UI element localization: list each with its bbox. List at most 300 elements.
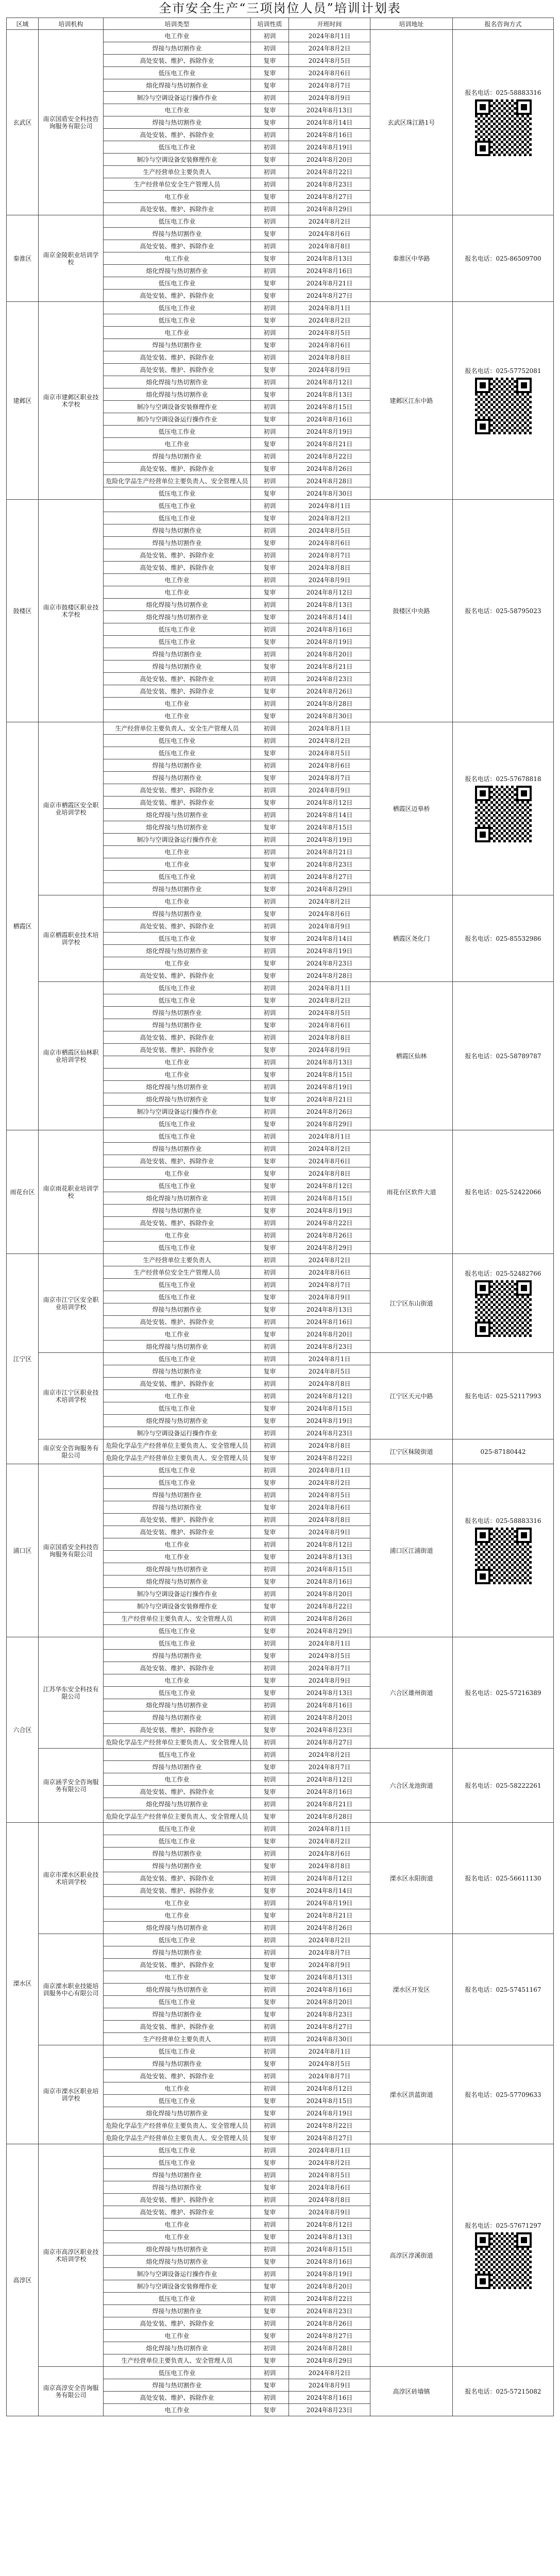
training-type-cell: 电工作业 [104, 1897, 251, 1909]
start-date-cell: 2024年8月1日 [289, 2144, 370, 2157]
training-type-cell: 低压电工作业 [104, 1934, 251, 1946]
start-date-cell: 2024年8月8日 [289, 1860, 370, 1872]
address-cell: 溧水区开发区 [370, 1934, 453, 2045]
training-nature-cell: 复审 [251, 685, 289, 698]
start-date-cell: 2024年8月8日 [289, 2194, 370, 2206]
training-type-cell: 焊接与热切割作业 [104, 2008, 251, 2021]
training-nature-cell: 初训 [251, 2194, 289, 2206]
start-date-cell: 2024年8月9日 [289, 1526, 370, 1538]
training-type-cell: 低压电工作业 [104, 215, 251, 228]
training-nature-cell: 初训 [251, 1489, 289, 1501]
start-date-cell: 2024年8月14日 [289, 116, 370, 129]
training-nature-cell: 初训 [251, 1563, 289, 1575]
start-date-cell: 2024年8月9日 [289, 920, 370, 933]
header-start-date: 开班时间 [289, 18, 370, 30]
training-nature-cell: 初训 [251, 401, 289, 413]
start-date-cell: 2024年8月5日 [289, 1650, 370, 1662]
start-date-cell: 2024年8月16日 [289, 265, 370, 277]
start-date-cell: 2024年8月29日 [289, 1118, 370, 1130]
training-nature-cell: 初训 [251, 500, 289, 512]
training-type-cell: 生产经营单位主要负责人、安全生产管理人员 [104, 722, 251, 735]
training-nature-cell: 初训 [251, 1711, 289, 1724]
training-nature-cell: 复审 [251, 2330, 289, 2342]
header-training-nature: 培训性质 [251, 18, 289, 30]
start-date-cell: 2024年8月23日 [289, 2008, 370, 2021]
start-date-cell: 2024年8月27日 [289, 2132, 370, 2144]
training-type-cell: 生产经营单位主要负责人 [104, 1254, 251, 1266]
start-date-cell: 2024年8月27日 [289, 2021, 370, 2033]
start-date-cell: 2024年8月15日 [289, 2243, 370, 2256]
contact-text: 报名电话：025-52422066 [465, 1188, 541, 1196]
start-date-cell: 2024年8月6日 [289, 2181, 370, 2194]
training-type-cell: 高处安装、维护、拆除作业 [104, 784, 251, 796]
table-row [7, 1749, 554, 1761]
district-cell: 浦口区 [7, 1464, 39, 1637]
training-nature-cell: 初训 [251, 1588, 289, 1600]
contact-text: 报名电话：025-52482766 [465, 1269, 541, 1277]
training-nature-cell: 初训 [251, 2268, 289, 2280]
institution-cell: 南京市江宁区安全职业培训学校 [39, 1254, 104, 1353]
start-date-cell: 2024年8月6日 [289, 1155, 370, 1167]
start-date-cell: 2024年8月9日 [289, 1291, 370, 1303]
start-date-cell: 2024年8月7日 [289, 772, 370, 784]
training-type-cell: 制冷与空调设备运行操作作业 [104, 2268, 251, 2280]
start-date-cell: 2024年8月13日 [289, 1687, 370, 1699]
training-type-cell: 熔化焊接与热切割作业 [104, 1192, 251, 1205]
contact-cell [453, 2367, 554, 2416]
qr-code-image [475, 1528, 532, 1584]
institution-cell: 南京国盾安全科技咨询服务有限公司 [39, 30, 104, 215]
start-date-cell: 2024年8月15日 [289, 1192, 370, 1205]
start-date-cell: 2024年8月1日 [289, 982, 370, 994]
start-date-cell: 2024年8月14日 [289, 1885, 370, 1897]
training-nature-cell: 复审 [251, 487, 289, 500]
training-type-cell: 电工作业 [104, 2218, 251, 2231]
training-type-cell: 焊接与热切割作业 [104, 1365, 251, 1378]
training-type-cell: 电工作业 [104, 438, 251, 450]
institution-cell: 南京涵孚安全咨询服务有限公司 [39, 1749, 104, 1823]
training-type-cell: 焊接与热切割作业 [104, 759, 251, 772]
address-cell: 江宁区秣陵街道 [370, 1439, 453, 1464]
start-date-cell: 2024年8月2日 [289, 1835, 370, 1848]
start-date-cell: 2024年8月26日 [289, 1922, 370, 1934]
training-type-cell: 低压电工作业 [104, 302, 251, 314]
start-date-cell: 2024年8月28日 [289, 698, 370, 710]
training-nature-cell: 初训 [251, 920, 289, 933]
training-nature-cell: 复审 [251, 413, 289, 426]
start-date-cell: 2024年8月19日 [289, 141, 370, 154]
start-date-cell: 2024年8月13日 [289, 1056, 370, 1069]
training-type-cell: 电工作业 [104, 698, 251, 710]
table-row [7, 2144, 554, 2157]
start-date-cell: 2024年8月16日 [289, 1786, 370, 1798]
start-date-cell: 2024年8月9日 [289, 364, 370, 376]
training-nature-cell: 初训 [251, 1934, 289, 1946]
start-date-cell: 2024年8月12日 [289, 796, 370, 809]
address-cell: 栖霞区尧化门 [370, 895, 453, 982]
training-nature-cell: 初训 [251, 673, 289, 685]
training-nature-cell: 复审 [251, 2354, 289, 2367]
training-type-cell: 焊接与热切割作业 [104, 2169, 251, 2181]
training-nature-cell: 初训 [251, 1106, 289, 1118]
training-nature-cell: 复审 [251, 2206, 289, 2218]
training-type-cell: 低压电工作业 [104, 1687, 251, 1699]
qr-code-image [475, 378, 532, 434]
training-nature-cell: 初训 [251, 895, 289, 908]
training-nature-cell: 复审 [251, 1575, 289, 1588]
start-date-cell: 2024年8月8日 [289, 1167, 370, 1180]
training-nature-cell: 复审 [251, 537, 289, 549]
training-type-cell: 低压电工作业 [104, 1835, 251, 1848]
start-date-cell: 2024年8月8日 [289, 1031, 370, 1044]
training-type-cell: 低压电工作业 [104, 512, 251, 524]
training-nature-cell: 初训 [251, 846, 289, 858]
training-nature-cell: 复审 [251, 858, 289, 871]
start-date-cell: 2024年8月2日 [289, 42, 370, 55]
training-nature-cell: 初训 [251, 42, 289, 55]
training-nature-cell: 初训 [251, 1254, 289, 1266]
start-date-cell: 2024年8月1日 [289, 1637, 370, 1650]
training-nature-cell: 初训 [251, 2392, 289, 2404]
training-nature-cell: 复审 [251, 1885, 289, 1897]
training-type-cell: 焊接与热切割作业 [104, 1711, 251, 1724]
start-date-cell: 2024年8月14日 [289, 809, 370, 821]
header-training-type: 培训类型 [104, 18, 251, 30]
training-nature-cell: 初训 [251, 1946, 289, 1959]
training-nature-cell: 初训 [251, 1897, 289, 1909]
start-date-cell: 2024年8月13日 [289, 1303, 370, 1316]
training-nature-cell: 初训 [251, 1749, 289, 1761]
start-date-cell: 2024年8月23日 [289, 2305, 370, 2317]
training-type-cell: 电工作业 [104, 1056, 251, 1069]
start-date-cell: 2024年8月8日 [289, 240, 370, 252]
training-type-cell: 焊接与热切割作业 [104, 450, 251, 463]
contact-cell [453, 722, 554, 895]
training-nature-cell: 复审 [251, 1959, 289, 1971]
start-date-cell: 2024年8月27日 [289, 1736, 370, 1749]
training-nature-cell: 初训 [251, 1984, 289, 1996]
training-nature-cell: 初训 [251, 1736, 289, 1749]
start-date-cell: 2024年8月9日 [289, 1959, 370, 1971]
start-date-cell: 2024年8月26日 [289, 1613, 370, 1625]
start-date-cell: 2024年8月7日 [289, 1946, 370, 1959]
training-type-cell: 焊接与热切割作业 [104, 1650, 251, 1662]
training-nature-cell: 复审 [251, 1044, 289, 1056]
start-date-cell: 2024年8月27日 [289, 191, 370, 203]
start-date-cell: 2024年8月23日 [289, 2404, 370, 2416]
training-type-cell: 制冷与空调设备运行操作作业 [104, 1588, 251, 1600]
start-date-cell: 2024年8月7日 [289, 549, 370, 562]
training-nature-cell: 初训 [251, 1823, 289, 1835]
training-nature-cell: 初训 [251, 2045, 289, 2058]
header-district: 区域 [7, 18, 39, 30]
start-date-cell: 2024年8月13日 [289, 1551, 370, 1563]
training-type-cell: 高处安装、维护、拆除作业 [104, 796, 251, 809]
start-date-cell: 2024年8月13日 [289, 599, 370, 611]
start-date-cell: 2024年8月20日 [289, 648, 370, 660]
training-nature-cell: 复审 [251, 1093, 289, 1106]
training-type-cell: 高处安装、维护、拆除作业 [104, 1724, 251, 1736]
start-date-cell: 2024年8月22日 [289, 1600, 370, 1613]
start-date-cell: 2024年8月1日 [289, 1353, 370, 1365]
contact-cell [453, 1254, 554, 1353]
training-type-cell: 低压电工作业 [104, 67, 251, 79]
start-date-cell: 2024年8月29日 [289, 203, 370, 215]
start-date-cell: 2024年8月26日 [289, 1229, 370, 1242]
training-type-cell: 高处安装、维护、拆除作业 [104, 1378, 251, 1390]
training-type-cell: 电工作业 [104, 1328, 251, 1341]
start-date-cell: 2024年8月19日 [289, 834, 370, 846]
training-nature-cell: 复审 [251, 2280, 289, 2293]
training-type-cell: 高处安装、维护、拆除作业 [104, 1316, 251, 1328]
training-nature-cell: 复审 [251, 970, 289, 982]
training-nature-cell: 初训 [251, 2021, 289, 2033]
address-cell: 雨花台区软件大道 [370, 1130, 453, 1254]
training-type-cell: 高处安装、维护、拆除作业 [104, 549, 251, 562]
start-date-cell: 2024年8月2日 [289, 735, 370, 747]
training-nature-cell: 复审 [251, 154, 289, 166]
training-type-cell: 熔化焊接与热切割作业 [104, 599, 251, 611]
training-type-cell: 高处安装、维护、拆除作业 [104, 463, 251, 475]
training-nature-cell: 复审 [251, 908, 289, 920]
start-date-cell: 2024年8月28日 [289, 475, 370, 487]
table-row [7, 982, 554, 994]
training-nature-cell: 初训 [251, 351, 289, 364]
table-row [7, 1934, 554, 1946]
training-type-cell: 焊接与热切割作业 [104, 660, 251, 673]
start-date-cell: 2024年8月7日 [289, 1279, 370, 1291]
start-date-cell: 2024年8月2日 [289, 2157, 370, 2169]
start-date-cell: 2024年8月8日 [289, 1514, 370, 1526]
training-nature-cell: 复审 [251, 1019, 289, 1031]
start-date-cell: 2024年8月23日 [289, 1724, 370, 1736]
contact-text: 025-87180442 [480, 1448, 526, 1455]
training-type-cell: 焊接与热切割作业 [104, 2379, 251, 2392]
training-type-cell: 低压电工作业 [104, 500, 251, 512]
table-row [7, 1439, 554, 1452]
start-date-cell: 2024年8月30日 [289, 2033, 370, 2045]
start-date-cell: 2024年8月23日 [289, 673, 370, 685]
training-type-cell: 低压电工作业 [104, 1637, 251, 1650]
contact-text: 报名电话：025-58222261 [465, 1782, 541, 1789]
training-nature-cell: 初训 [251, 982, 289, 994]
training-type-cell: 高处安装、维护、拆除作业 [104, 970, 251, 982]
start-date-cell: 2024年8月6日 [289, 339, 370, 351]
training-type-cell: 制冷与空调设备运行操作作业 [104, 92, 251, 104]
training-nature-cell: 初训 [251, 141, 289, 154]
training-type-cell: 电工作业 [104, 1069, 251, 1081]
district-cell: 建邺区 [7, 302, 39, 500]
contact-text: 报名电话：025-85532986 [465, 935, 541, 942]
start-date-cell: 2024年8月1日 [289, 1823, 370, 1835]
training-nature-cell: 复审 [251, 438, 289, 450]
training-nature-cell: 初训 [251, 376, 289, 388]
table-row [7, 1254, 554, 1266]
start-date-cell: 2024年8月12日 [289, 1872, 370, 1885]
start-date-cell: 2024年8月2日 [289, 512, 370, 524]
table-row [7, 2367, 554, 2379]
training-type-cell: 高处安装、维护、拆除作业 [104, 203, 251, 215]
start-date-cell: 2024年8月12日 [289, 1538, 370, 1551]
start-date-cell: 2024年8月22日 [289, 1217, 370, 1229]
start-date-cell: 2024年8月15日 [289, 1402, 370, 1415]
training-type-cell: 电工作业 [104, 1551, 251, 1563]
start-date-cell: 2024年8月2日 [289, 1143, 370, 1155]
address-cell: 栖霞区仙林 [370, 982, 453, 1130]
training-type-cell: 低压电工作业 [104, 1996, 251, 2008]
start-date-cell: 2024年8月21日 [289, 438, 370, 450]
training-nature-cell: 复审 [251, 1291, 289, 1303]
training-type-cell: 低压电工作业 [104, 2293, 251, 2305]
contact-text: 报名电话：025-57678818 [465, 775, 541, 783]
table-row [7, 500, 554, 512]
contact-cell [453, 1934, 554, 2045]
training-type-cell: 电工作业 [104, 1773, 251, 1786]
start-date-cell: 2024年8月7日 [289, 1662, 370, 1674]
training-nature-cell: 初训 [251, 1130, 289, 1143]
table-row [7, 1637, 554, 1650]
training-type-cell: 电工作业 [104, 191, 251, 203]
training-nature-cell: 复审 [251, 1625, 289, 1637]
start-date-cell: 2024年8月1日 [289, 500, 370, 512]
address-cell: 江宁区东山街道 [370, 1254, 453, 1353]
start-date-cell: 2024年8月21日 [289, 1093, 370, 1106]
start-date-cell: 2024年8月29日 [289, 2354, 370, 2367]
training-nature-cell: 初训 [251, 1353, 289, 1365]
start-date-cell: 2024年8月9日 [289, 574, 370, 586]
training-type-cell: 危险化学品生产经营单位主要负责人、安全管理人员 [104, 1810, 251, 1823]
training-nature-cell: 复审 [251, 1069, 289, 1081]
start-date-cell: 2024年8月14日 [289, 933, 370, 945]
training-nature-cell: 初训 [251, 1341, 289, 1353]
training-type-cell: 电工作业 [104, 895, 251, 908]
contact-text: 报名电话：025-57216389 [465, 1689, 541, 1697]
contact-cell [453, 1749, 554, 1823]
training-type-cell: 低压电工作业 [104, 1118, 251, 1130]
training-type-cell: 高处安装、维护、拆除作业 [104, 290, 251, 302]
training-nature-cell: 初训 [251, 2144, 289, 2157]
training-nature-cell: 复审 [251, 1118, 289, 1130]
start-date-cell: 2024年8月2日 [289, 895, 370, 908]
table-row [7, 215, 554, 228]
qr-code-image [475, 786, 532, 842]
training-nature-cell: 初训 [251, 240, 289, 252]
start-date-cell: 2024年8月20日 [289, 1588, 370, 1600]
training-type-cell: 焊接与热切割作业 [104, 1019, 251, 1031]
institution-cell: 南京市鼓楼区职业技术学校 [39, 500, 104, 722]
start-date-cell: 2024年8月2日 [289, 1477, 370, 1489]
training-nature-cell: 初训 [251, 2033, 289, 2045]
training-type-cell: 低压电工作业 [104, 1279, 251, 1291]
start-date-cell: 2024年8月20日 [289, 154, 370, 166]
start-date-cell: 2024年8月12日 [289, 2082, 370, 2095]
address-cell: 玄武区珠江路1号 [370, 30, 453, 215]
training-nature-cell: 复审 [251, 772, 289, 784]
training-type-cell: 熔化焊接与热切割作业 [104, 1798, 251, 1810]
training-type-cell: 电工作业 [104, 1909, 251, 1922]
training-nature-cell: 初训 [251, 1773, 289, 1786]
training-nature-cell: 初训 [251, 30, 289, 42]
training-nature-cell: 复审 [251, 512, 289, 524]
training-nature-cell: 复审 [251, 1167, 289, 1180]
training-type-cell: 焊接与热切割作业 [104, 908, 251, 920]
training-type-cell: 熔化焊接与热切割作业 [104, 2243, 251, 2256]
training-type-cell: 电工作业 [104, 327, 251, 339]
start-date-cell: 2024年8月9日 [289, 2379, 370, 2392]
start-date-cell: 2024年8月2日 [289, 1749, 370, 1761]
training-nature-cell: 复审 [251, 933, 289, 945]
contact-text: 报名电话：025-58789787 [465, 1052, 541, 1060]
training-type-cell: 生产经营单位主要负责人、安全管理人员 [104, 2354, 251, 2367]
training-type-cell: 熔化焊接与热切割作业 [104, 821, 251, 834]
training-type-cell: 低压电工作业 [104, 1477, 251, 1489]
training-nature-cell: 初训 [251, 450, 289, 463]
training-nature-cell: 复审 [251, 2404, 289, 2416]
start-date-cell: 2024年8月6日 [289, 67, 370, 79]
training-type-cell: 熔化焊接与热切割作业 [104, 1341, 251, 1353]
training-nature-cell: 复审 [251, 1674, 289, 1687]
training-type-cell: 电工作业 [104, 574, 251, 586]
training-type-cell: 焊接与热切割作业 [104, 1761, 251, 1773]
training-nature-cell: 初训 [251, 2317, 289, 2330]
training-type-cell: 高处安装、维护、拆除作业 [104, 562, 251, 574]
training-nature-cell: 复审 [251, 1477, 289, 1489]
training-nature-cell: 初训 [251, 809, 289, 821]
training-nature-cell: 复审 [251, 1526, 289, 1538]
start-date-cell: 2024年8月8日 [289, 351, 370, 364]
start-date-cell: 2024年8月30日 [289, 487, 370, 500]
training-type-cell: 高处安装、维护、拆除作业 [104, 1872, 251, 1885]
training-nature-cell: 复审 [251, 1180, 289, 1192]
contact-text: 报名电话：025-86509700 [465, 255, 541, 262]
start-date-cell: 2024年8月8日 [289, 1378, 370, 1390]
training-type-cell: 熔化焊接与热切割作业 [104, 2342, 251, 2354]
training-nature-cell: 复审 [251, 2181, 289, 2194]
training-type-cell: 低压电工作业 [104, 2157, 251, 2169]
training-type-cell: 低压电工作业 [104, 487, 251, 500]
training-nature-cell: 复审 [251, 2379, 289, 2392]
start-date-cell: 2024年8月22日 [289, 2293, 370, 2305]
training-nature-cell: 复审 [251, 1242, 289, 1254]
training-type-cell: 高处安装、维护、拆除作业 [104, 2070, 251, 2082]
training-type-cell: 熔化焊接与热切割作业 [104, 265, 251, 277]
start-date-cell: 2024年8月19日 [289, 1897, 370, 1909]
training-nature-cell: 初训 [251, 2342, 289, 2354]
start-date-cell: 2024年8月12日 [289, 2218, 370, 2231]
start-date-cell: 2024年8月6日 [289, 228, 370, 240]
training-nature-cell: 复审 [251, 339, 289, 351]
training-nature-cell: 初训 [251, 1662, 289, 1674]
training-nature-cell: 初训 [251, 784, 289, 796]
contact-text: 报名电话：025-58883316 [465, 1517, 541, 1524]
training-nature-cell: 初训 [251, 735, 289, 747]
training-type-cell: 低压电工作业 [104, 747, 251, 759]
start-date-cell: 2024年8月21日 [289, 277, 370, 290]
training-type-cell: 高处安装、维护、拆除作业 [104, 1514, 251, 1526]
start-date-cell: 2024年8月8日 [289, 562, 370, 574]
training-nature-cell: 初训 [251, 1613, 289, 1625]
start-date-cell: 2024年8月15日 [289, 821, 370, 834]
training-nature-cell: 初训 [251, 2293, 289, 2305]
training-type-cell: 低压电工作业 [104, 2367, 251, 2379]
training-type-cell: 熔化焊接与热切割作业 [104, 1922, 251, 1934]
page-title: 全市安全生产“三项岗位人员”培训计划表 [159, 1, 401, 15]
training-nature-cell: 复审 [251, 1810, 289, 1823]
start-date-cell: 2024年8月26日 [289, 1106, 370, 1118]
training-nature-cell: 初训 [251, 2169, 289, 2181]
start-date-cell: 2024年8月9日 [289, 2206, 370, 2218]
start-date-cell: 2024年8月6日 [289, 759, 370, 772]
